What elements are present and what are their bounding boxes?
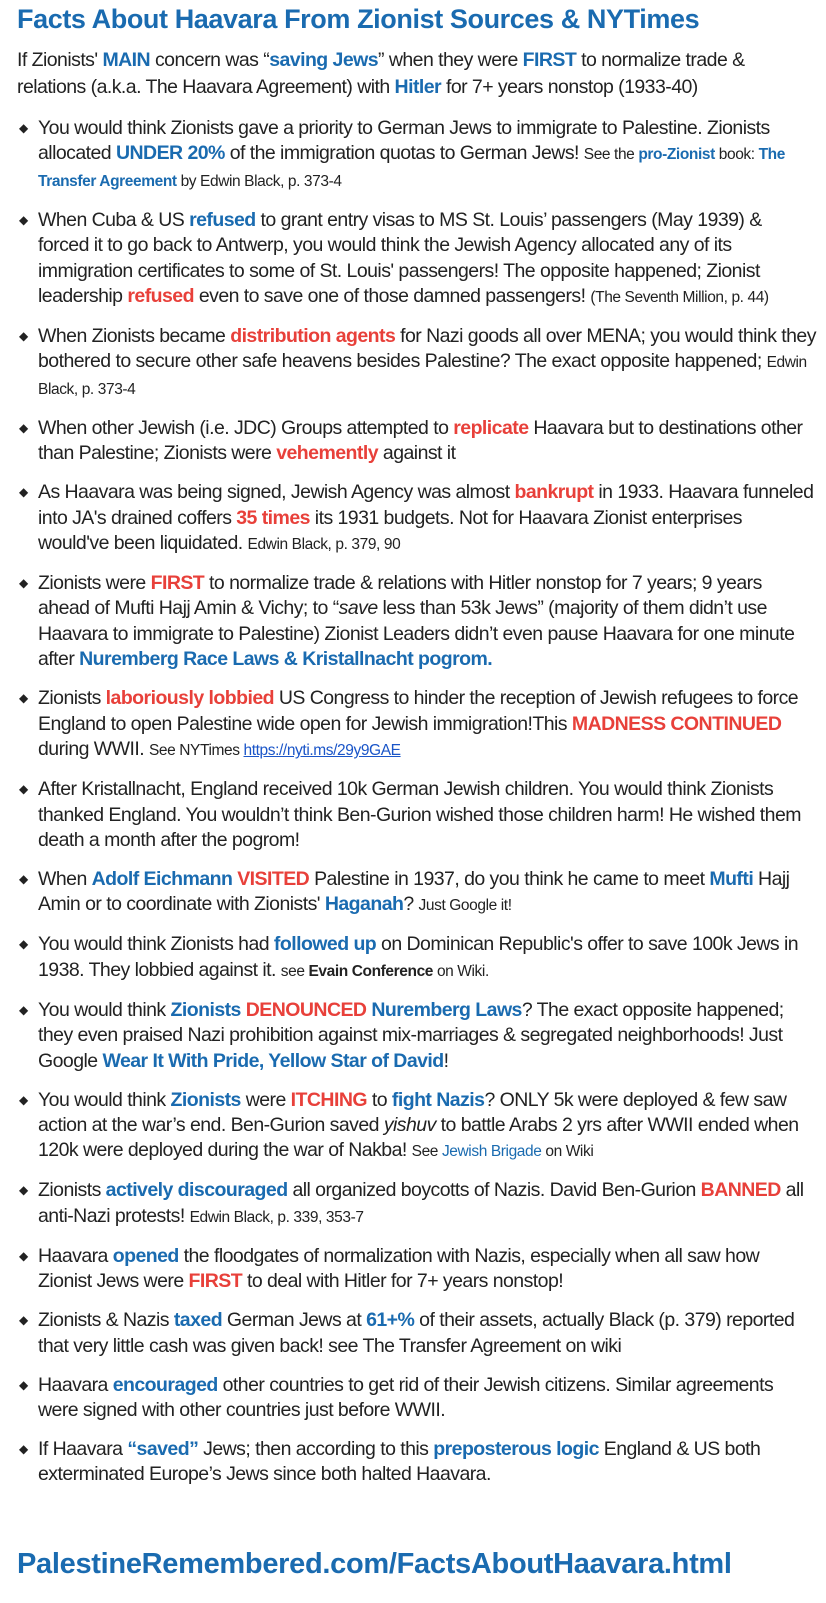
blue-emphasis: saving Jews xyxy=(269,49,379,71)
red-emphasis: 35 times xyxy=(236,506,310,529)
list-item xyxy=(17,932,817,984)
text: ? xyxy=(403,893,419,916)
list-item xyxy=(17,116,817,194)
red-emphasis: ITCHING xyxy=(290,1088,367,1111)
text: on Dominican Republic's offer to save 100k Jews in 1938. They lobbied against it. xyxy=(38,933,799,981)
list-item xyxy=(17,686,817,763)
text: German Jews at xyxy=(222,1309,367,1332)
diamond-bullet-icon: ◆ xyxy=(19,576,28,591)
text: Palestine in 1937, do you think he came to meet xyxy=(309,867,710,890)
text: Zionists xyxy=(38,687,106,710)
diamond-bullet-icon: ◆ xyxy=(19,1313,28,1328)
text: to normalize trade & relations (a.k.a. The Haavara Agreement) with xyxy=(17,49,745,98)
blue-emphasis: encouraged xyxy=(112,1373,218,1396)
list-item xyxy=(17,571,817,673)
diamond-bullet-icon: ◆ xyxy=(19,212,28,227)
blue-emphasis: Adolf Eichmann xyxy=(91,867,233,890)
text: to deal with Hitler for 7+ years nonstop! xyxy=(242,1270,564,1293)
text: concern was “ xyxy=(150,49,270,71)
text: its 1931 budgets. Not for Haavara Zionist enterprises would've been liquidated. xyxy=(38,506,742,555)
source-note: see xyxy=(280,962,309,980)
red-emphasis: VISITED xyxy=(237,867,310,890)
source-note: on Wiki. xyxy=(433,962,489,980)
source-note: See the xyxy=(583,146,639,164)
text: in 1933. Haavara funneled into JA's drained coffers xyxy=(38,481,814,529)
text: Jews; then according to this xyxy=(198,1437,434,1460)
list-item xyxy=(17,1437,817,1488)
text: Zionists xyxy=(38,1179,106,1202)
diamond-bullet-icon: ◆ xyxy=(19,1092,28,1107)
text: other countries to get rid of their Jewish citizens. Similar agreements were signed with other countries just before WWII. xyxy=(38,1373,774,1421)
blue-emphasis: “saved” xyxy=(127,1437,199,1460)
diamond-bullet-icon: ◆ xyxy=(19,1441,28,1456)
list-item xyxy=(17,998,817,1074)
text: ? The exact opposite happened; they even praised Nazi prohibition against mix-marriages & segregated neighborhoods! Just Google xyxy=(38,998,784,1072)
link[interactable]: https://nyti.ms/29y9GAE xyxy=(243,742,401,760)
text: When other Jewish (i.e. JDC) Groups attempted to xyxy=(38,416,454,439)
red-emphasis: MADNESS CONTINUED xyxy=(571,712,782,735)
text: If Zionists' xyxy=(17,49,103,71)
red-emphasis: distribution agents xyxy=(230,325,396,348)
page-title: Facts About Haavara From Zionist Sources & NYTimes xyxy=(17,4,700,34)
source-emphasis: pro-Zionist xyxy=(638,146,715,164)
italic-text: yishuv xyxy=(383,1113,436,1136)
text: less than 53k Jews” (majority of them didn’t use Haavara to immigrate to Palestine) Zionist Leaders didn’t even pause Haavara for one minute after xyxy=(38,597,795,671)
blue-emphasis: Nuremberg Race Laws & Kristallnacht pogrom. xyxy=(79,648,493,671)
list-item xyxy=(17,480,817,557)
list-item xyxy=(17,416,817,467)
blue-emphasis: MAIN xyxy=(102,49,151,71)
list-item xyxy=(17,1178,817,1230)
source-emphasis: The Transfer Agreement xyxy=(38,146,785,190)
red-emphasis: laboriously lobbied xyxy=(105,687,274,710)
text: all organized boycotts of Nazis. David Ben-Gurion xyxy=(287,1179,701,1202)
red-emphasis: FIRST xyxy=(150,572,205,595)
diamond-bullet-icon: ◆ xyxy=(19,329,28,344)
blue-emphasis: Haganah xyxy=(324,893,404,916)
red-emphasis: vehemently xyxy=(276,442,379,465)
text: during WWII. xyxy=(38,738,149,761)
red-emphasis: BANNED xyxy=(700,1179,781,1202)
intro-paragraph xyxy=(17,47,817,101)
blue-emphasis: Zionists xyxy=(170,1088,241,1111)
diamond-bullet-icon: ◆ xyxy=(19,782,28,797)
diamond-bullet-icon: ◆ xyxy=(19,1183,28,1198)
text: When xyxy=(38,867,92,890)
blue-emphasis: opened xyxy=(112,1244,179,1267)
text: You would think xyxy=(38,1088,171,1111)
blue-emphasis: Mufti xyxy=(709,867,754,890)
diamond-bullet-icon: ◆ xyxy=(19,1002,28,1017)
blue-emphasis: Wear It With Pride, Yellow Star of David xyxy=(102,1049,444,1072)
blue-emphasis: Nuremberg Laws xyxy=(371,998,522,1021)
source-note: Just Google it! xyxy=(418,897,512,915)
list-item xyxy=(17,1244,817,1295)
text: When Zionists became xyxy=(38,325,231,348)
source-note: Edwin Black, p. 339, 353-7 xyxy=(189,1208,364,1226)
text: for Nazi goods all over MENA; you would think they bothered to secure other safe heavens besides Palestine? The exact opposite happened; xyxy=(38,325,816,373)
red-emphasis: refused xyxy=(127,285,194,308)
blue-emphasis: actively discouraged xyxy=(105,1179,288,1202)
diamond-bullet-icon: ◆ xyxy=(19,937,28,952)
source-note: (The Seventh Million, p. 44) xyxy=(590,289,769,307)
text: ” when they were xyxy=(378,49,523,71)
text: When Cuba & US xyxy=(38,208,190,231)
diamond-bullet-icon: ◆ xyxy=(19,1248,28,1263)
blue-emphasis: 61+% xyxy=(366,1309,415,1332)
text: After Kristallnacht, England received 10k German Jewish children. You would think Zionists thanked England. You wouldn’t think Ben-Gurion wished those children harm! He wished them death a month after the pogrom! xyxy=(38,778,801,851)
source-note: on Wiki xyxy=(541,1143,594,1161)
blue-emphasis: fight Nazis xyxy=(391,1088,485,1111)
text: to grant entry visas to MS St. Louis’ passengers (May 1939) & forced it to go back to Antwerp, you would think the Jewish Agency allocated any of its immigration certificates to some of St. Louis' passengers! The opposite happened; Zionist leadership xyxy=(38,208,762,308)
list-item xyxy=(17,208,817,311)
diamond-bullet-icon: ◆ xyxy=(19,420,28,435)
list-item xyxy=(17,1373,817,1424)
red-emphasis: bankrupt xyxy=(514,481,594,504)
source-note: See NYTimes xyxy=(148,742,244,760)
text: to xyxy=(366,1088,392,1111)
footer-url[interactable]: PalestineRemembered.com/FactsAboutHaavara.html xyxy=(17,1548,732,1580)
blue-emphasis: followed up xyxy=(273,933,377,956)
text: You would think Zionists had xyxy=(38,933,274,956)
text: all anti-Nazi protests! xyxy=(38,1179,804,1227)
text: Hajj Amin or to coordinate with Zionists' xyxy=(38,867,790,916)
red-emphasis: FIRST xyxy=(188,1270,243,1293)
text: Haavara xyxy=(38,1373,113,1396)
diamond-bullet-icon: ◆ xyxy=(19,121,28,135)
text: Zionists & Nazis xyxy=(38,1309,174,1332)
source-bold: Evain Conference xyxy=(308,962,434,980)
list-item xyxy=(17,1308,817,1359)
text: Zionists were xyxy=(38,572,151,595)
text: As Haavara was being signed, Jewish Agency was almost xyxy=(38,481,515,504)
text: You would think Zionists gave a priority to German Jews to immigrate to Palestine. Zionists allocated xyxy=(38,117,770,165)
text: Haavara xyxy=(38,1244,113,1267)
red-emphasis: DENOUNCED xyxy=(245,998,367,1021)
text: If Haavara xyxy=(38,1437,128,1460)
source-note: See xyxy=(411,1143,442,1161)
text: ? ONLY 5k were deployed & few saw action at the war’s end. Ben-Gurion saved xyxy=(38,1088,787,1136)
source-link-text: Jewish Brigade xyxy=(441,1143,542,1161)
text: against it xyxy=(378,442,456,465)
blue-emphasis: FIRST xyxy=(522,49,577,71)
diamond-bullet-icon: ◆ xyxy=(19,485,28,500)
blue-emphasis: UNDER 20% xyxy=(115,142,225,165)
text: even to save one of those damned passengers! xyxy=(193,285,591,308)
source-note: book: xyxy=(714,146,759,164)
text: to battle Arabs 2 yrs after WWII ended when 120k were deployed during the war of Nakba! xyxy=(38,1113,799,1162)
blue-emphasis: Hitler xyxy=(394,76,442,98)
diamond-bullet-icon: ◆ xyxy=(19,691,28,706)
list-item xyxy=(17,867,817,919)
text: ! xyxy=(443,1049,449,1072)
italic-text: save xyxy=(338,597,378,620)
red-emphasis: replicate xyxy=(453,416,529,439)
text: of their assets, actually Black (p. 379) reported that very little cash was given back! see The Transfer Agreement on wiki xyxy=(38,1309,795,1357)
text: England & US both exterminated Europe’s Jews since both halted Haavara. xyxy=(38,1437,761,1486)
list-item xyxy=(17,1088,817,1165)
source-note: Edwin Black, p. 379, 90 xyxy=(247,536,401,554)
text: the floodgates of normalization with Nazis, especially when all saw how Zionist Jews were xyxy=(38,1244,760,1293)
source-note: Edwin Black, p. 373-4 xyxy=(38,354,807,398)
blue-emphasis: taxed xyxy=(173,1309,223,1332)
list-item xyxy=(17,777,817,853)
text: were xyxy=(240,1088,291,1111)
source-note: by Edwin Black, p. 373-4 xyxy=(176,172,342,190)
text: of the immigration quotas to German Jews! xyxy=(224,142,584,165)
blue-emphasis: Zionists xyxy=(170,998,241,1021)
blue-emphasis: refused xyxy=(189,208,256,231)
text: Haavara but to destinations other than Palestine; Zionists were xyxy=(38,416,803,465)
diamond-bullet-icon: ◆ xyxy=(19,871,28,886)
text: You would think xyxy=(38,998,171,1021)
list-item xyxy=(17,324,817,402)
text: US Congress to hinder the reception of Jewish refugees to force England to open Palestine wide open for Jewish immigration!This xyxy=(38,687,799,735)
text: for 7+ years nonstop (1933-40) xyxy=(441,76,698,98)
blue-emphasis: preposterous logic xyxy=(433,1437,599,1460)
diamond-bullet-icon: ◆ xyxy=(19,1377,28,1392)
text: to normalize trade & relations with Hitler nonstop for 7 years; 9 years ahead of Mufti Hajj Amin & Vichy; to “ xyxy=(38,572,762,620)
facts-list xyxy=(17,116,817,1501)
